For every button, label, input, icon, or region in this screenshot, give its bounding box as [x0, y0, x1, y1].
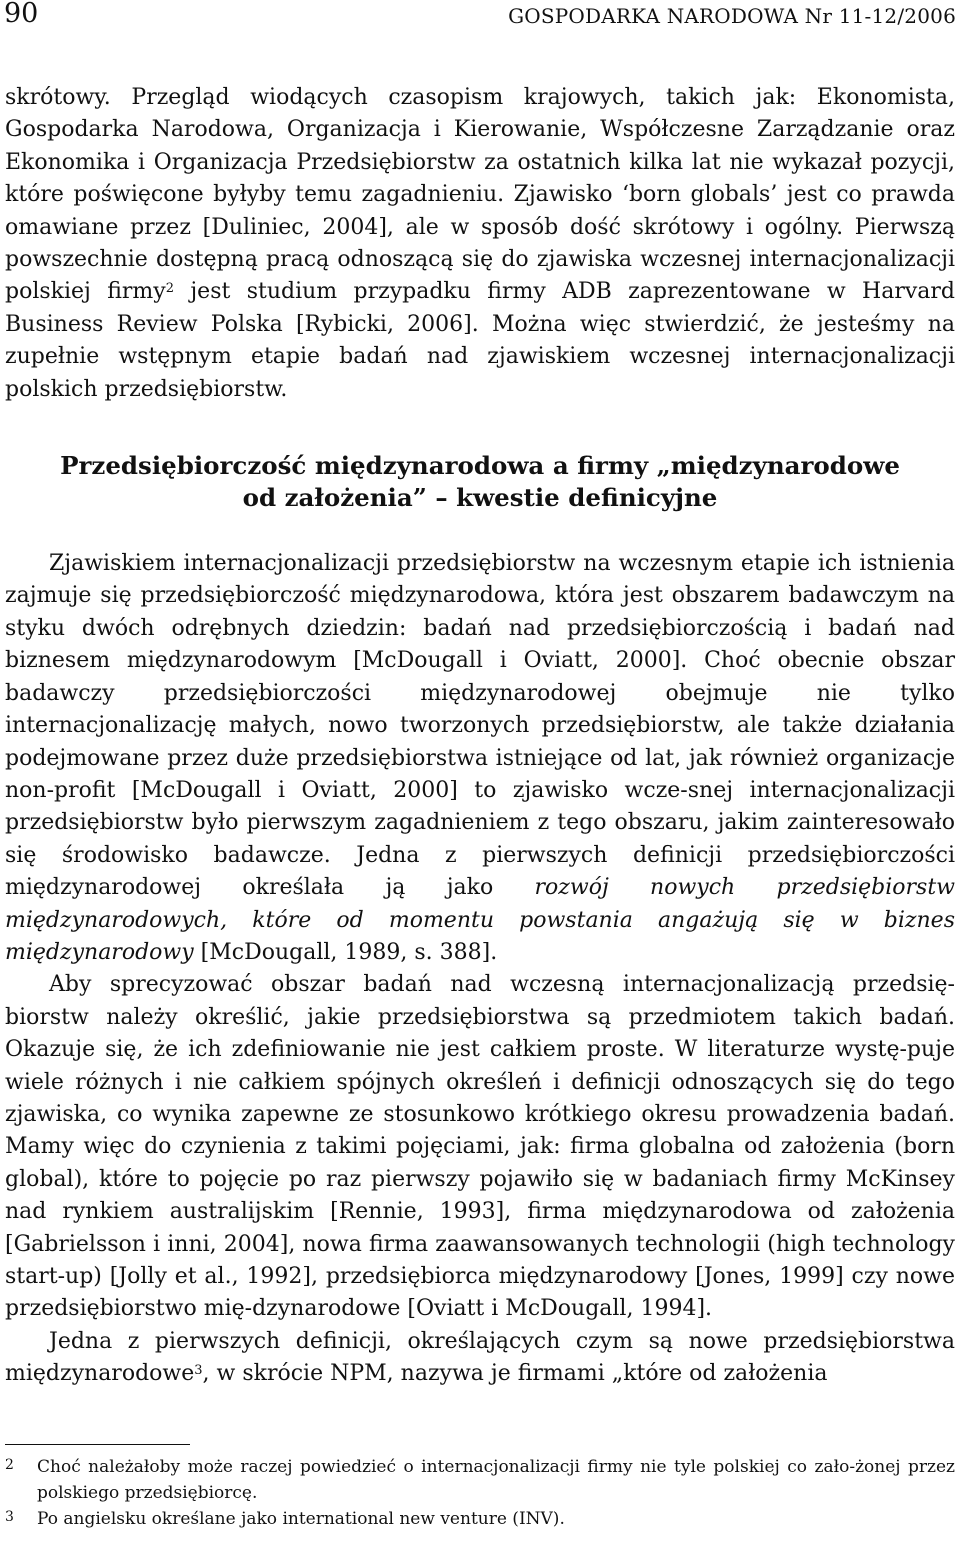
running-header [4, 0, 956, 34]
paragraph-npm [5, 1326, 955, 1391]
paragraph-intro-text-a: skrótowy. Przegląd wiodących czasopism krajowych, takich jak: Ekonomista, Gospodarka Narodowa, Organizacja i Kierowanie, Współczesne Zarządzanie oraz Ekonomika i Organizacja Przedsiębiorstw za ostatnich kilka lat nie wykazał pozycji, które poświęcone byłyby temu zagadnieniu. Zjawisko ‘born globals’ jest co prawda omawiane przez [Duliniec, 2004], ale w sposób dość skrótowy i ogólny. Pierwszą powszechnie dostępną pracą odnoszącą się do zjawiska wczesnej internacjonalizacji polskiej firmy [5, 85, 955, 305]
paragraph-npm-text-b: , w skrócie NPM, nazywa je firmami „które od założenia [202, 1361, 828, 1387]
page-number: 90 [4, 0, 39, 29]
section-heading [5, 450, 955, 514]
journal-title: GOSPODARKA NARODOWA Nr 11-12/2006 [508, 4, 956, 28]
footnote-3 [5, 1506, 955, 1532]
footnotes [5, 1444, 955, 1532]
paragraph-intro-text-b: jest studium przypadku firmy ADB zaprezentowane w Harvard Business Review Polska [Rybicki, 2006]. Można więc stwierdzić, że jesteśmy na zupełnie wstępnym etapie badań nad zjawiskiem wczesnej internacjonalizacji polskich przedsiębiorstw. [5, 279, 956, 402]
footnote-number: 2 [5, 1457, 14, 1473]
paragraph-definition [5, 548, 955, 969]
article-body [5, 82, 955, 1391]
paragraph-terminology: Aby sprecyzować obszar badań nad wczesną internacjonalizacją przedsię-biorstw należy określić, jakie przedsiębiorstwa są przedmiotem takich badań. Okazuje się, że ich zdefiniowanie nie jest całkiem proste. W literaturze wystę-puje wiele różnych i nie całkiem spójnych określeń i definicji odnoszących się do tego zjawiska, co wynika zapewne ze stosunkowo krótkiego okresu prowadzenia badań. Mamy więc do czynienia z takimi pojęciami, jak: firma globalna od założenia (born global), które to pojęcie po raz pierwszy pojawiło się w badaniach firmy McKinsey nad rynkiem australijskim [Rennie, 1993], firma międzynarodowa od założenia [Gabrielsson i inni, 2004], nowa firma zaawansowanych technologii (high technology start-up) [Jolly et al., 1992], przedsiębiorca międzynarodowy [Jones, 1999] czy nowe przedsiębiorstwo mię-dzynarodowe [Oviatt i McDougall, 1994]. [5, 972, 955, 1322]
paragraph-definition-text-b: [McDougall, 1989, s. 388]. [193, 939, 498, 965]
footnote-text: Choć należałoby może raczej powiedzieć o internacjonalizacji firmy nie tyle polskiej co zało-żonej przez polskiego przedsiębiorcę. [37, 1457, 955, 1503]
footnote-text: Po angielsku określane jako international new venture (INV). [37, 1509, 565, 1529]
paragraph-definition-text-a: Zjawiskiem internacjonalizacji przedsiębiorstw na wczesnym etapie ich istnienia zajmuje się przedsiębiorczość międzynarodowa, która jest obszarem badawczym na styku dwóch odrębnych dziedzin: badań nad przedsiębiorczością i badań nad biznesem międzynarodowym [McDougall i Oviatt, 2000]. Choć obecnie obszar badawczy przedsiębiorczości międzynarodowej obejmuje nie tylko internacjonalizację małych, nowo tworzonych przedsiębiorstw, ale także działania podejmowane przez duże przedsiębiorstwa istniejące od lat, jak również organizacje non-profit [McDougall i Oviatt, 2000] to zjawisko wcze-snej internacjonalizacji przedsiębiorstw było pierwszym zagadnieniem z tego obszaru, jakim zainteresowało się środowisko badawcze. Jedna z pierwszych definicji przedsiębiorczości międzynarodowej określała ją jako [5, 551, 955, 901]
footnote-2 [5, 1454, 955, 1506]
paragraph-definition-quote: rozwój nowych przedsiębiorstw międzynarodowych, które od momentu powstania angażują się w biznes międzynarodowy [5, 875, 956, 965]
footnote-number: 3 [5, 1509, 14, 1525]
footnote-divider [5, 1444, 190, 1445]
section-heading-line-2: od założenia” – kwestie definicyjne [242, 483, 718, 513]
footnote-ref-2[interactable]: 2 [165, 281, 174, 297]
footnote-ref-3[interactable]: 3 [194, 1363, 203, 1379]
paragraph-npm-text-a: Jedna z pierwszych definicji, określających czym są nowe przedsiębiorstwa międzynarodowe [5, 1328, 955, 1387]
section-heading-line-1: Przedsiębiorczość międzynarodowa a firmy „międzynarodowe [60, 451, 900, 481]
paragraph-intro [5, 82, 955, 406]
